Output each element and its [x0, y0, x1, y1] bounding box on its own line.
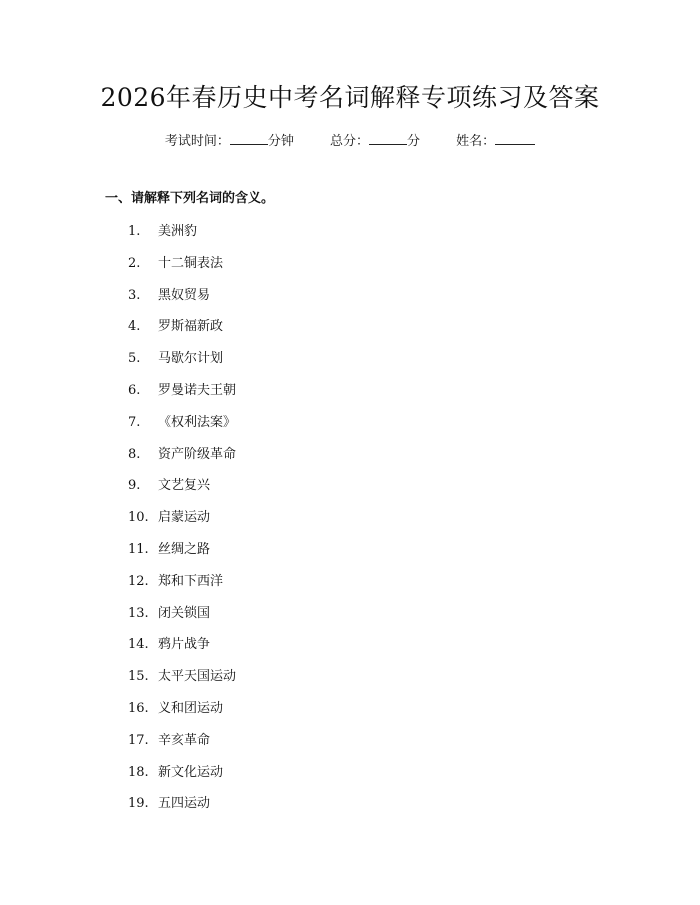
item-number: 13.	[128, 605, 149, 621]
item-term: 鸦片战争	[158, 637, 211, 653]
item-term: 罗曼诺夫王朝	[158, 382, 237, 398]
item-number: 19.	[128, 796, 149, 812]
list-item	[128, 762, 236, 794]
item-term: 辛亥革命	[158, 732, 211, 748]
list-item	[128, 285, 236, 317]
total-score-blank	[369, 130, 407, 145]
list-item	[128, 221, 236, 253]
exam-time-label: 考试时间：	[164, 134, 230, 149]
item-term: 闭关锁国	[158, 605, 211, 621]
page-title: 2026年春历史中考名词解释专项练习及答案	[100, 83, 600, 112]
exam-time-field	[165, 130, 294, 153]
list-item	[128, 507, 236, 539]
item-term: 十二铜表法	[158, 255, 224, 271]
list-item	[128, 253, 236, 285]
item-number: 3.	[128, 287, 141, 303]
item-term: 五四运动	[158, 796, 211, 812]
total-score-unit: 分	[407, 134, 421, 149]
item-number: 9.	[128, 478, 141, 494]
list-item	[128, 634, 236, 666]
exam-time-unit: 分钟	[267, 134, 294, 149]
list-item	[128, 698, 236, 730]
item-term: 义和团运动	[158, 700, 224, 716]
list-item	[128, 412, 236, 444]
item-term: 马歇尔计划	[158, 351, 224, 367]
item-number: 4.	[128, 319, 141, 335]
item-term: 新文化运动	[158, 764, 224, 780]
item-number: 18.	[128, 764, 149, 780]
list-item	[128, 666, 236, 698]
item-term: 郑和下西洋	[158, 573, 224, 589]
student-name-field	[456, 130, 535, 153]
item-number: 8.	[128, 446, 141, 462]
exam-info-line	[0, 130, 700, 153]
section-heading: 一、请解释下列名词的含义。	[105, 191, 275, 206]
list-item	[128, 348, 236, 380]
item-term: 太平天国运动	[158, 669, 237, 685]
item-term: 黑奴贸易	[158, 287, 211, 303]
list-item	[128, 793, 236, 825]
list-item	[128, 380, 236, 412]
item-number: 2.	[128, 255, 141, 271]
item-term: 启蒙运动	[158, 510, 211, 526]
list-item	[128, 603, 236, 635]
list-item	[128, 539, 236, 571]
item-term: 丝绸之路	[158, 541, 211, 557]
item-number: 6.	[128, 382, 141, 398]
item-number: 16.	[128, 700, 149, 716]
total-score-label: 总分：	[329, 134, 369, 149]
total-score-field	[330, 130, 420, 153]
exam-time-blank	[230, 130, 268, 145]
item-term: 美洲豹	[158, 224, 198, 239]
item-number: 11.	[128, 541, 149, 557]
item-number: 10.	[128, 510, 149, 526]
list-item	[128, 444, 236, 476]
item-number: 15.	[128, 669, 149, 685]
student-name-blank	[495, 130, 535, 145]
item-number: 12.	[128, 573, 149, 589]
item-number: 17.	[128, 732, 149, 748]
item-term: 资产阶级革命	[158, 446, 237, 462]
item-number: 7.	[128, 414, 141, 430]
list-item	[128, 571, 236, 603]
item-number: 5.	[128, 351, 141, 367]
student-name-label: 姓名：	[456, 134, 496, 149]
term-list	[128, 221, 236, 825]
list-item	[128, 730, 236, 762]
item-term: 罗斯福新政	[158, 319, 224, 335]
item-term: 文艺复兴	[158, 478, 211, 494]
list-item	[128, 475, 236, 507]
item-term: 《权利法案》	[158, 414, 237, 430]
item-number: 1.	[128, 224, 141, 239]
list-item	[128, 316, 236, 348]
item-number: 14.	[128, 637, 149, 653]
